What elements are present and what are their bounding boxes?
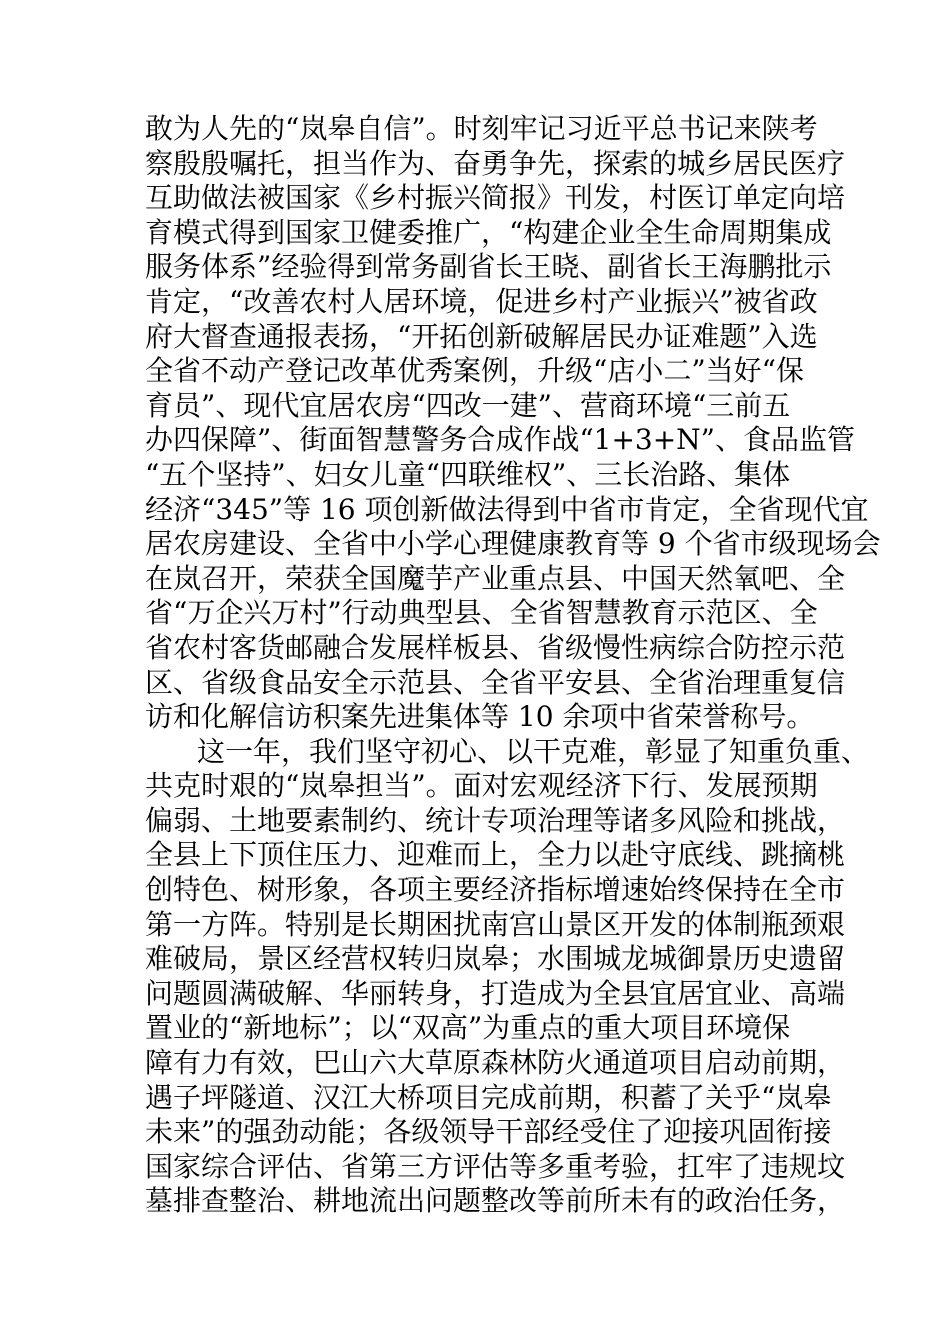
text-line: 居农房建设、全省中小学心理健康教育等 9 个省市级现场会: [145, 527, 881, 561]
text-line: 问题圆满破解、华丽转身，打造成为全县宜居宜业、高端: [145, 976, 846, 1010]
text-line: 经济“345”等 16 项创新做法得到中省市肯定，全省现代宜: [145, 492, 869, 526]
text-line: 全县上下顶住压力、迎难而上，全力以赴守底线、跳摘桃: [145, 838, 846, 872]
text-line: 敢为人先的“岚皋自信”。时刻牢记习近平总书记来陕考: [145, 112, 818, 145]
text-line: 遇子坪隧道、汉江大桥项目完成前期，积蓄了关乎“岚皋: [145, 1080, 832, 1114]
text-line: 察殷殷嘱托，担当作为、奋勇争先，探索的城乡居民医疗: [145, 146, 846, 180]
text-line: 墓排查整治、耕地流出问题整改等前所未有的政治任务，: [145, 1184, 846, 1218]
text-line: 区、省级食品安全示范县、全省平安县、全省治理重复信: [145, 665, 846, 699]
paragraph-start-line: 这一年，我们坚守初心、以干克难，彰显了知重负重、: [197, 734, 870, 768]
text-line: 育模式得到国家卫健委推广，“构建企业全生命周期集成: [145, 215, 832, 249]
body-text: [145, 112, 881, 1219]
text-line: 创特色、树形象，各项主要经济指标增速始终保持在全市: [145, 873, 846, 907]
text-line: 置业的“新地标”；以“双高”为重点的重大项目环境保: [145, 1011, 791, 1045]
text-line: 未来”的强劲动能；各级领导干部经受住了迎接巩固衔接: [145, 1115, 832, 1149]
text-line: 服务体系”经验得到常务副省长王晓、副省长王海鹏批示: [145, 250, 832, 284]
text-line: 办四保障”、街面智慧警务合成作战“1+3+N”、食品监管: [145, 423, 855, 457]
text-line: 互助做法被国家《乡村振兴简报》刊发，村医订单定向培: [145, 181, 846, 215]
text-line: 国家综合评估、省第三方评估等多重考验，扛牢了违规坟: [145, 1149, 846, 1183]
text-line: 偏弱、土地要素制约、统计专项治理等诸多风险和挑战，: [145, 803, 846, 837]
text-line: 府大督查通报表扬，“开拓创新破解居民办证难题”入选: [145, 319, 818, 353]
text-line: “五个坚持”、妇女儿童“四联维权”、三长治路、集体: [145, 457, 791, 491]
text-line: 全省不动产登记改革优秀案例，升级“店小二”当好“保: [145, 354, 804, 388]
text-line: 省农村客货邮融合发展样板县、省级慢性病综合防控示范: [145, 630, 846, 664]
text-line: 第一方阵。特别是长期困扰南宫山景区开发的体制瓶颈艰: [145, 907, 846, 941]
text-line: 肯定，“改善农村人居环境，促进乡村产业振兴”被省政: [145, 284, 818, 318]
text-line: 共克时艰的“岚皋担当”。面对宏观经济下行、发展预期: [145, 769, 818, 803]
text-line: 访和化解信访积案先进集体等 10 余项中省荣誉称号。: [145, 700, 815, 734]
text-line: 育员”、现代宜居农房“四改一建”、营商环境“三前五: [145, 388, 791, 422]
text-line: 难破局，景区经营权转归岚皋；水围城龙城御景历史遗留: [145, 942, 846, 976]
text-line: 障有力有效，巴山六大草原森林防火通道项目启动前期，: [145, 1046, 846, 1080]
text-line: 省“万企兴万村”行动典型县、全省智慧教育示范区、全: [145, 596, 818, 630]
text-line: 在岚召开，荣获全国魔芋产业重点县、中国天然氧吧、全: [145, 561, 846, 595]
